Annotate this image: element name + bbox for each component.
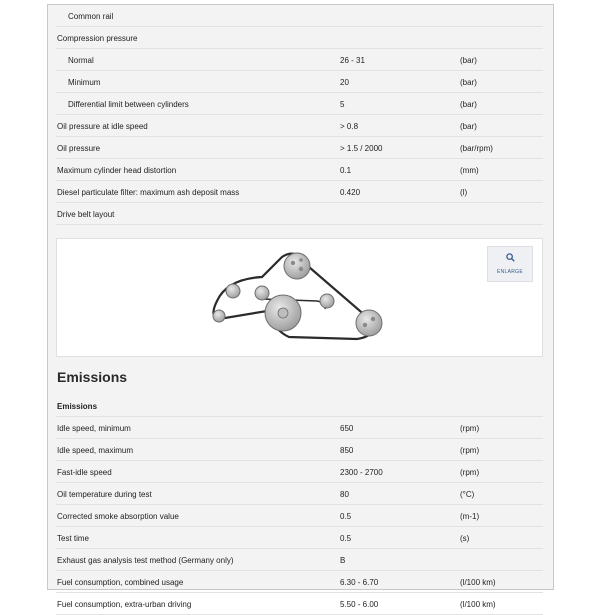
spec-value: 5.50 - 6.00 — [340, 600, 379, 609]
spec-row — [56, 159, 543, 181]
drive-belt-illustration — [57, 239, 544, 356]
spec-value: 6.30 - 6.70 — [340, 578, 379, 587]
spec-row — [56, 549, 543, 571]
water-pump-pulley — [320, 294, 334, 308]
spec-label: Common rail — [68, 12, 114, 21]
spec-row — [56, 71, 543, 93]
spec-panel — [47, 4, 554, 609]
alternator-pulley — [284, 253, 310, 279]
spec-content — [56, 5, 543, 615]
enlarge-button[interactable] — [487, 246, 533, 282]
spec-label: Maximum cylinder head distortion — [57, 166, 177, 175]
emissions-section-title: Emissions — [57, 369, 128, 385]
spec-label: Normal — [68, 56, 94, 65]
spec-unit: (°C) — [460, 490, 475, 499]
spec-label: Fast-idle speed — [57, 468, 112, 477]
spec-row — [56, 461, 543, 483]
drive-belt-diagram — [56, 238, 543, 357]
spec-row — [56, 137, 543, 159]
spec-unit: (l/100 km) — [460, 600, 496, 609]
spec-row — [56, 181, 543, 203]
spec-row — [56, 49, 543, 71]
spec-unit: (bar) — [460, 100, 477, 109]
spec-label: Fuel consumption, extra-urban driving — [57, 600, 192, 609]
spec-row — [56, 505, 543, 527]
spec-label: Oil pressure — [57, 144, 101, 153]
spec-unit: (bar/rpm) — [460, 144, 493, 153]
spec-row — [56, 571, 543, 593]
spec-row — [56, 417, 543, 439]
spec-label: Idle speed, maximum — [57, 446, 134, 455]
spec-value: 650 — [340, 424, 354, 433]
spec-label: Fuel consumption, combined usage — [57, 578, 184, 587]
spec-row — [56, 93, 543, 115]
emissions-subheading: Emissions — [56, 395, 543, 417]
spec-label: Diesel particulate filter: maximum ash deposit mass — [57, 188, 240, 197]
spec-row — [56, 527, 543, 549]
drive-belt-row — [56, 203, 543, 225]
spec-unit: (bar) — [460, 56, 477, 65]
spec-row — [56, 5, 543, 27]
spec-label: Exhaust gas analysis test method (Germany only) — [57, 556, 234, 565]
spec-unit: (rpm) — [460, 446, 480, 455]
spec-value: > 1.5 / 2000 — [340, 144, 383, 153]
spec-row — [56, 439, 543, 461]
idler-pulley-left — [226, 284, 240, 298]
spec-unit: (bar) — [460, 78, 477, 87]
spec-unit: (rpm) — [460, 468, 480, 477]
spec-value: 0.420 — [340, 188, 361, 197]
spec-row — [56, 593, 543, 615]
spec-value: 850 — [340, 446, 354, 455]
spec-label: Minimum — [68, 78, 101, 87]
emissions-spec-table — [56, 417, 543, 615]
engine-spec-table — [56, 5, 543, 203]
spec-label: Compression pressure — [57, 34, 138, 43]
enlarge-label: ENLARGE — [497, 269, 523, 275]
spec-label: Corrected smoke absorption value — [57, 512, 179, 521]
spec-value: 0.5 — [340, 512, 352, 521]
spec-unit: (l) — [460, 188, 468, 197]
spec-row — [56, 27, 543, 49]
spec-label: Test time — [57, 534, 90, 543]
spec-unit: (rpm) — [460, 424, 480, 433]
spec-value: 2300 - 2700 — [340, 468, 383, 477]
spec-unit: (l/100 km) — [460, 578, 496, 587]
spec-value: B — [340, 556, 346, 565]
spec-label: Differential limit between cylinders — [68, 100, 189, 109]
spec-label: Oil pressure at idle speed — [57, 122, 148, 131]
spec-value: 80 — [340, 490, 349, 499]
crank-pulley — [265, 295, 301, 331]
spec-value: 0.5 — [340, 534, 352, 543]
idler-pulley-small — [213, 310, 225, 322]
drive-belt-label: Drive belt layout — [57, 210, 115, 219]
spec-label: Idle speed, minimum — [57, 424, 131, 433]
spec-unit: (s) — [460, 534, 470, 543]
spec-label: Oil temperature during test — [57, 490, 152, 499]
tensioner-pulley — [255, 286, 269, 300]
spec-row — [56, 483, 543, 505]
spec-unit: (mm) — [460, 166, 479, 175]
spec-value: 20 — [340, 78, 349, 87]
spec-value: 26 - 31 — [340, 56, 365, 65]
spec-value: 5 — [340, 100, 345, 109]
spec-unit: (m-1) — [460, 512, 480, 521]
spec-value: > 0.8 — [340, 122, 359, 131]
spec-value: 0.1 — [340, 166, 352, 175]
magnifier-icon — [506, 253, 515, 262]
ac-compressor-pulley — [356, 310, 382, 336]
spec-unit: (bar) — [460, 122, 477, 131]
spec-row — [56, 115, 543, 137]
